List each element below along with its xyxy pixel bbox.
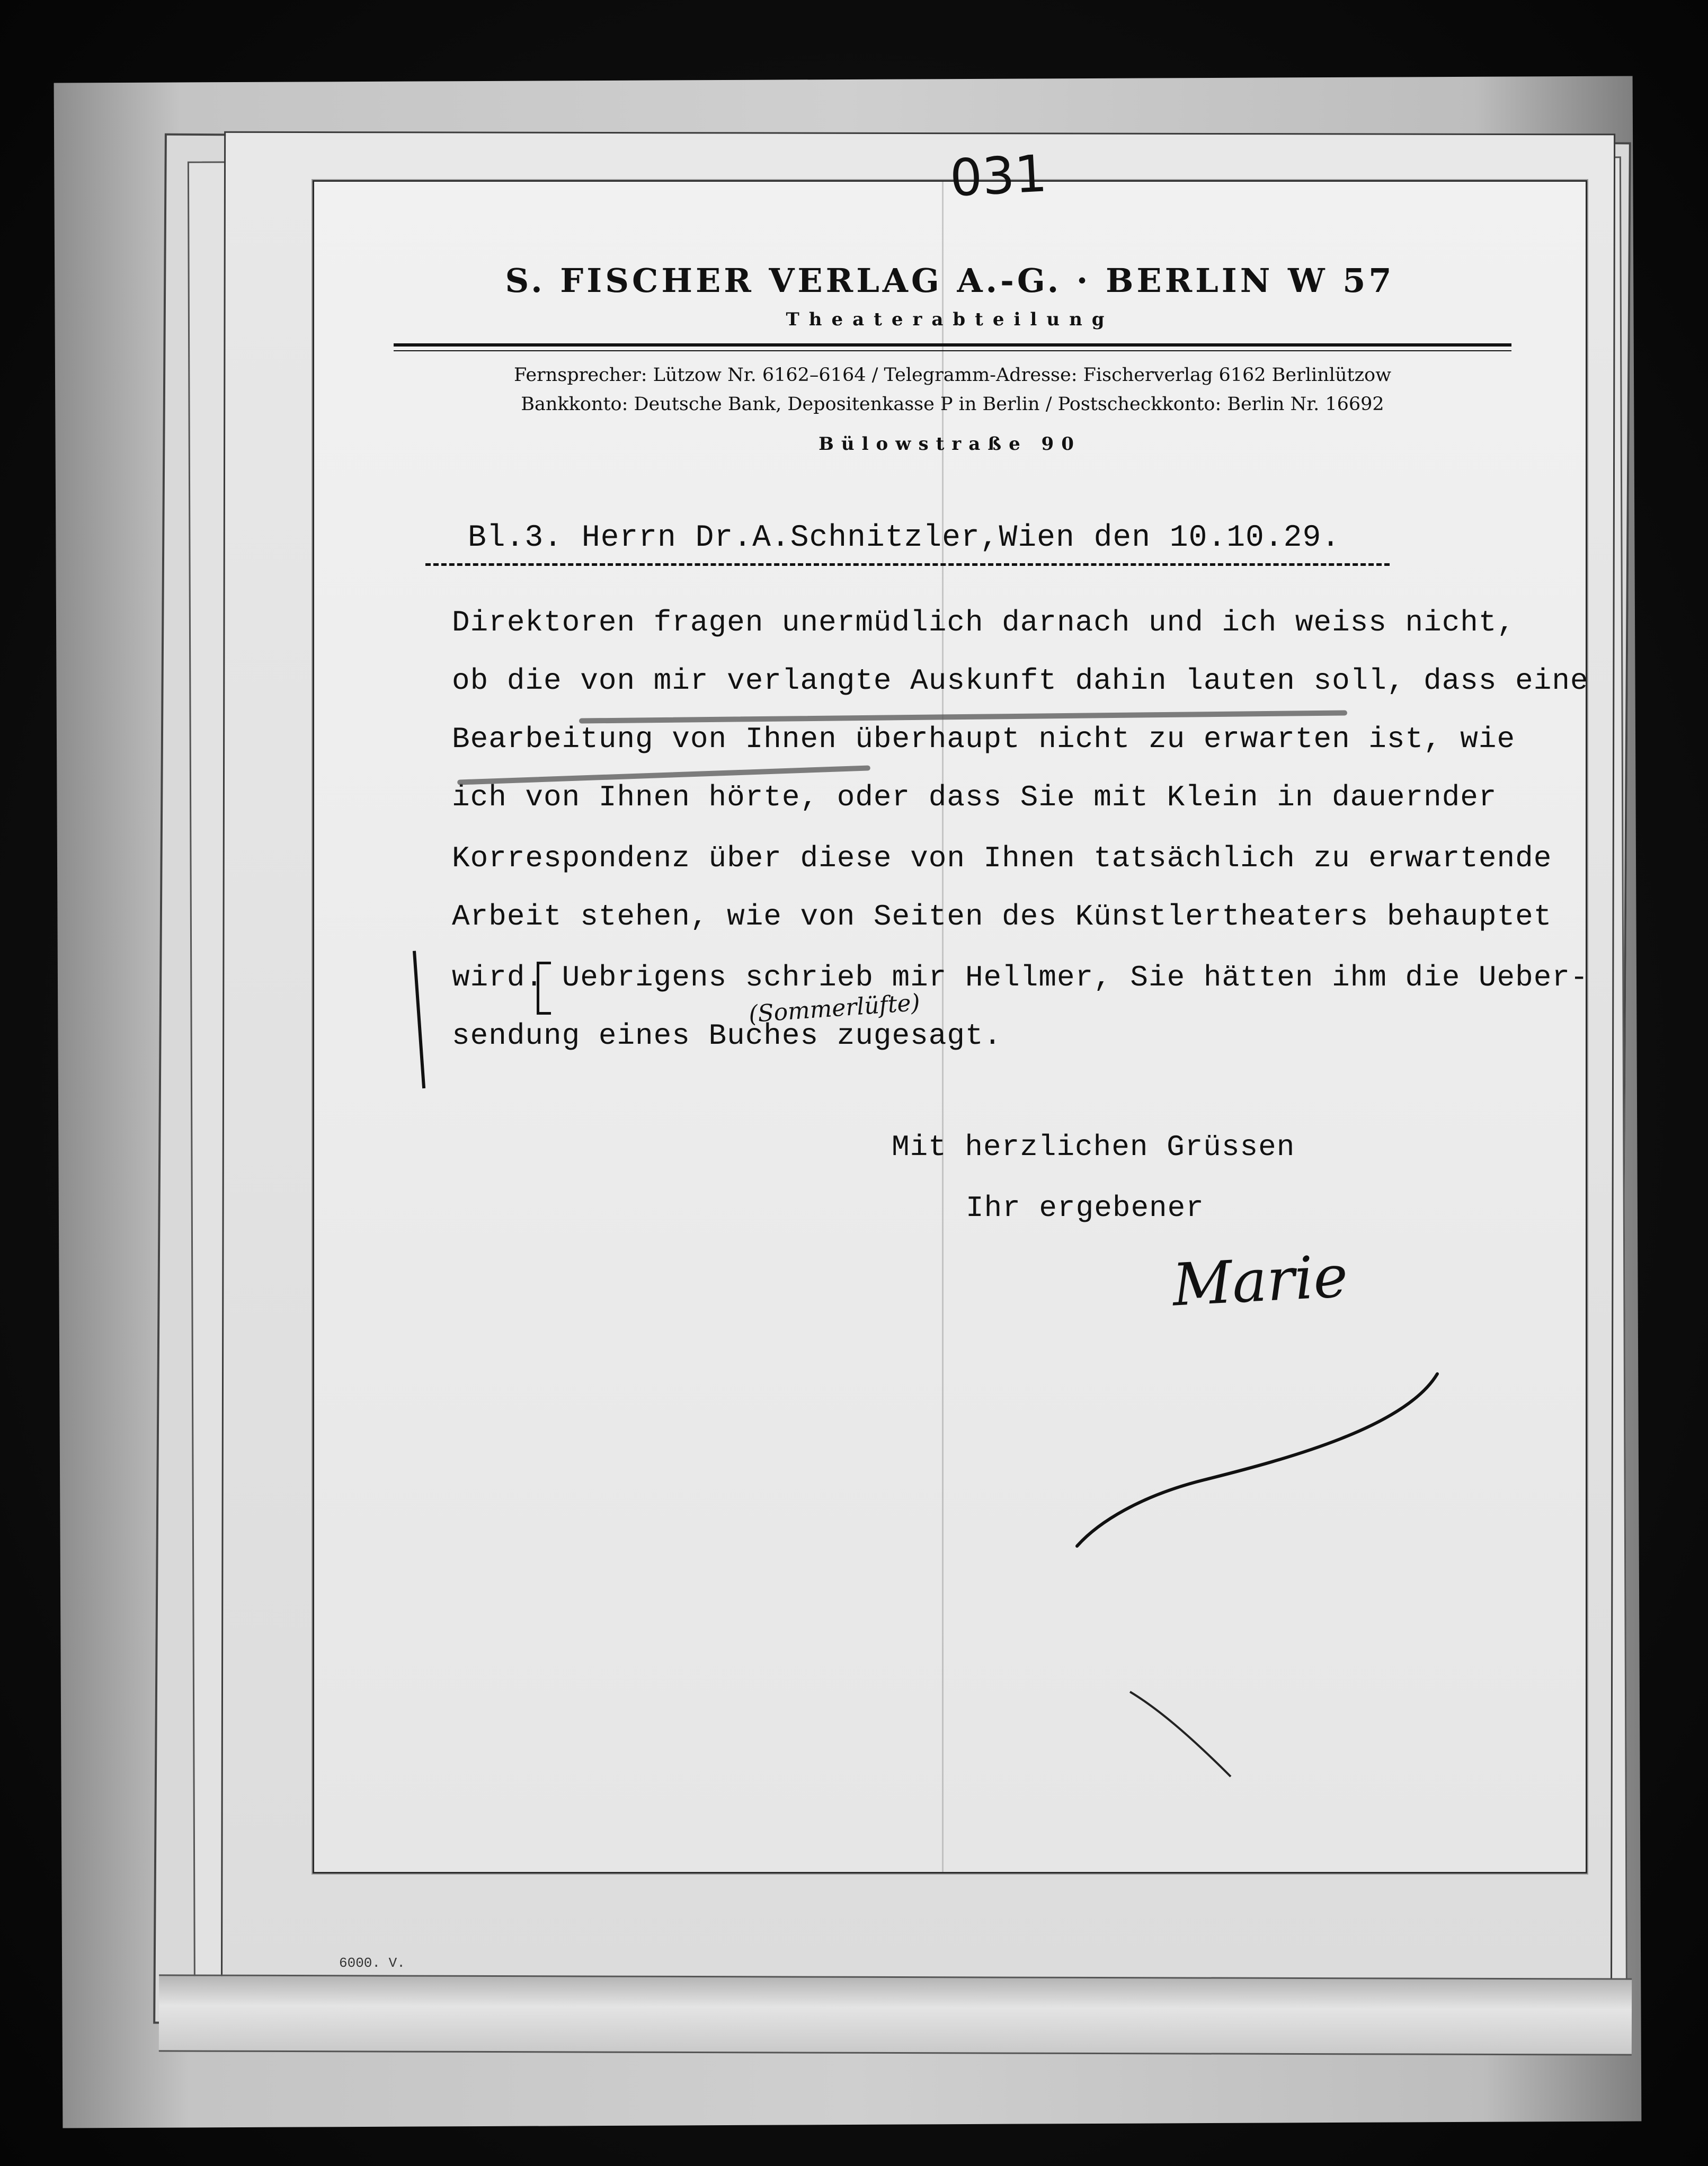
insertion-bracket bbox=[537, 962, 551, 1015]
body-line: Arbeit stehen, wie von Seiten des Künstlertheaters behauptet bbox=[452, 900, 1552, 934]
signature: Marie bbox=[1170, 1242, 1350, 1319]
body-line: ich von Ihnen hörte, oder dass Sie mit Klein in dauernder bbox=[452, 780, 1497, 814]
body-line: wird. Uebrigens schrieb mir Hellmer, Sie hätten ihm die Ueber- bbox=[452, 961, 1589, 995]
stray-pencil-mark bbox=[1125, 1686, 1241, 1782]
body-line: Korrespondenz über diese von Ihnen tatsächlich zu erwartende bbox=[452, 841, 1552, 875]
signature-flourish bbox=[1066, 1363, 1448, 1554]
body-line: Bearbeitung von Ihnen überhaupt nicht zu erwarten ist, wie bbox=[452, 722, 1516, 756]
form-code: 6000. V. bbox=[339, 1955, 405, 1971]
letterhead-rule-thin bbox=[394, 350, 1511, 351]
body-line: ob die von mir verlangte Auskunft dahin lauten soll, dass eine bbox=[452, 664, 1589, 698]
handwritten-insertion: (Sommerlüfte) bbox=[748, 989, 921, 1028]
body-line: sendung eines Buches zugesagt. bbox=[452, 1019, 1002, 1053]
bottom-paper-strip bbox=[159, 1974, 1632, 2055]
dashed-separator bbox=[425, 563, 1390, 566]
margin-pencil-mark bbox=[413, 949, 447, 1089]
letterhead-street: Bülowstraße 90 bbox=[819, 433, 1081, 455]
letterhead-publisher: S. FISCHER VERLAG A.-G. · BERLIN W 57 bbox=[505, 261, 1395, 300]
reference-line: Bl.3. Herrn Dr.A.Schnitzler,Wien den 10.10.29. bbox=[468, 521, 1341, 555]
letter-page bbox=[313, 144, 1589, 1874]
letterhead-department: Theaterabteilung bbox=[786, 309, 1114, 330]
body-line: Direktoren fragen unermüdlich darnach und ich weiss nicht, bbox=[452, 606, 1516, 640]
closing-greeting: Mit herzlichen Grüssen bbox=[892, 1130, 1295, 1164]
letterhead-contact-bank: Bankkonto: Deutsche Bank, Depositenkasse P in Berlin / Postscheckkonto: Berlin Nr. 16692 bbox=[521, 394, 1384, 415]
letterhead-rule-thick bbox=[394, 343, 1511, 347]
closing-yours: Ihr ergebener bbox=[966, 1191, 1204, 1225]
pencil-underline bbox=[579, 710, 1347, 723]
letterhead-contact-phone: Fernsprecher: Lützow Nr. 6162–6164 / Telegramm-Adresse: Fischerverlag 6162 Berlinlützow bbox=[513, 365, 1392, 386]
archive-number: 031 bbox=[948, 144, 1049, 208]
